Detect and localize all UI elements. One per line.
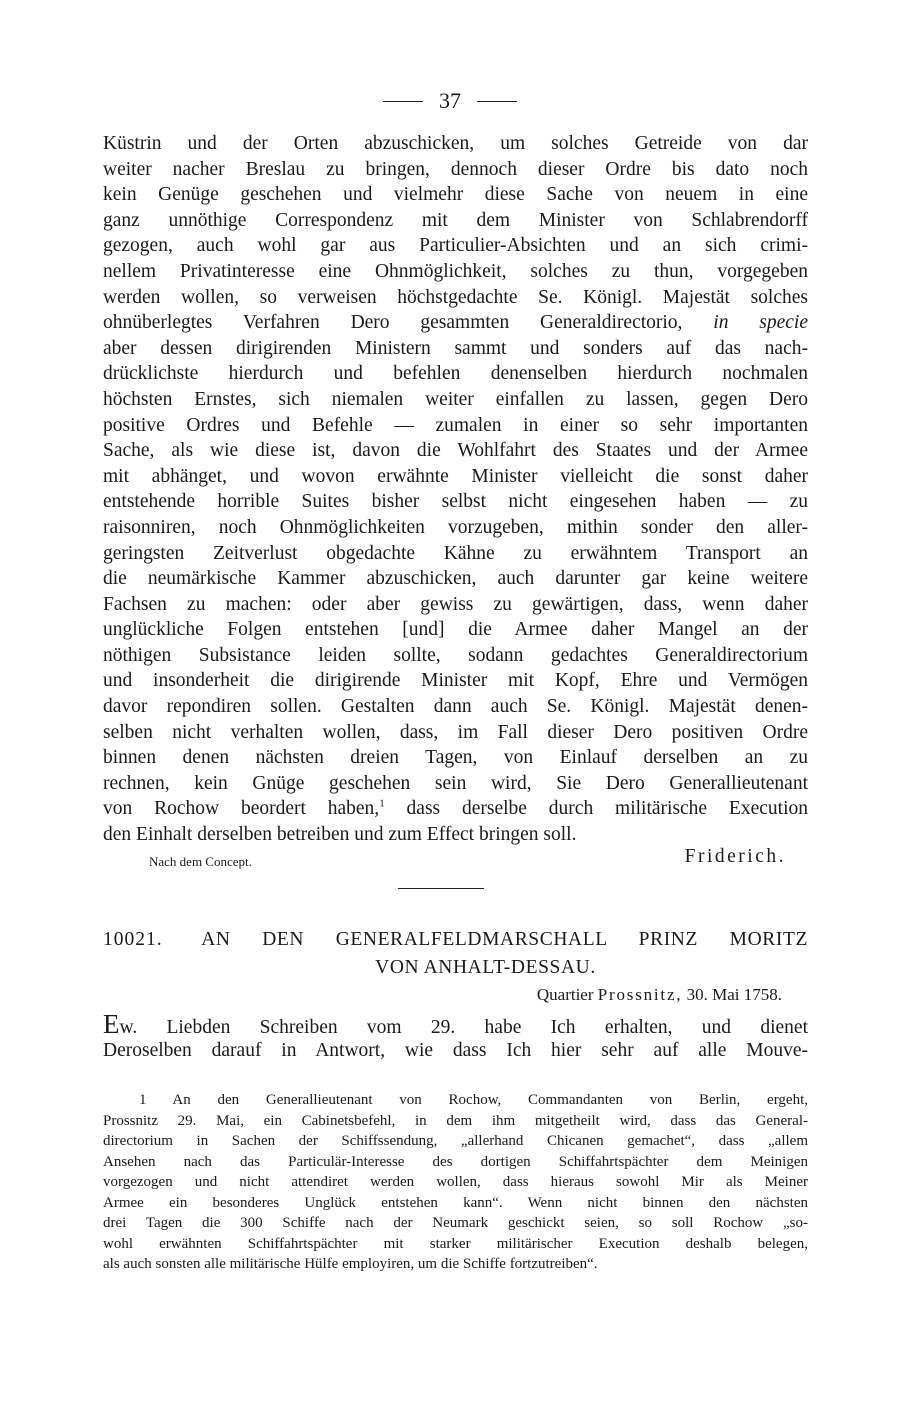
text-line: drücklichste hierdurch und befehlen denenselben hierdurch nochmalen: [103, 363, 808, 385]
text-line: Küstrin und der Orten abzuschicken, um solches Getreide von dar: [103, 133, 808, 154]
main-text: [103, 131, 808, 848]
footnote-line: Armee ein besonderes Unglück entstehen kann“. Wenn nicht binnen den nächsten: [103, 1194, 808, 1211]
document-number: 10021.: [103, 929, 163, 950]
date-value: 30. Mai 1758.: [686, 985, 782, 1004]
text-line: die neumärkische Kammer abzuschicken, auch darunter gar keine weitere: [103, 568, 808, 590]
text-line: raisonniren, noch Ohnmöglichkeiten vorzugeben, mithin sonder den aller-: [103, 516, 808, 538]
text-line: den Einhalt derselben betreiben und zum Effect bringen soll.: [103, 824, 577, 846]
text-segment: dass derselbe durch militärische Execution: [406, 798, 808, 820]
text-line: werden wollen, so verweisen höchstgedachte Se. Königl. Majestät solches: [103, 286, 808, 308]
footnote-line: drei Tagen die 300 Schiffe nach der Neumark geschickt seien, so soll Rochow „so-: [103, 1215, 808, 1231]
text-line: unglückliche Folgen entstehen [und] die Armee daher Mangel an der: [103, 619, 808, 641]
heading-line: [103, 926, 808, 954]
text-line: nellem Privatinteresse eine Ohnmöglichkeit, solches zu thun, vorgegeben: [103, 260, 808, 282]
text-line: davor repondiren sollen. Gestalten dann auch Se. Königl. Majestät denen-: [103, 696, 808, 718]
section-divider: [398, 888, 484, 889]
page-header: [0, 86, 900, 116]
text-line: [103, 796, 808, 822]
footnote-line: Ansehen nach das Particulär-Interesse des dortigen Schiffahrtspächter dem Meinigen: [103, 1153, 808, 1170]
text-line: ganz unnöthige Correspondenz mit dem Minister von Schlabrendorff: [103, 209, 808, 231]
text-line: geringsten Zeitverlust obgedachte Kähne zu erwähntem Transport an: [103, 542, 808, 564]
text-line: höchsten Ernstes, sich niemalen weiter einfallen zu lassen, gegen Dero: [103, 388, 808, 410]
footnote-line: vorgezogen und nicht attendiret werden wollen, dass hieraus sowohl Mir als Meiner: [103, 1174, 808, 1190]
document-title: AN DEN GENERALFELDMARSCHALL PRINZ MORITZ: [201, 929, 808, 950]
source-note: Nach dem Concept.: [149, 854, 252, 869]
document-title-continued: VON ANHALT-DESSAU.: [375, 957, 596, 978]
footnote-line: 1 An den Generallieutenant von Rochow, Commandanten von Berlin, ergeht,: [139, 1092, 808, 1108]
footnote-line: directorium in Sachen der Schiffssendung, „allerhand Chicanen gemachet“, dass „allem: [103, 1133, 808, 1149]
header-dash-left: [383, 101, 423, 102]
text-segment: ohnüberlegtes Verfahren Dero gesammten Generaldirectorio,: [103, 312, 683, 334]
date-place: Prossnitz,: [597, 985, 683, 1004]
text-line: mit abhänget, und wovon erwähnte Minister vielleicht die sonst daher: [103, 465, 808, 487]
text-line: selben nicht verhalten wollen, dass, im Fall dieser Dero positiven Ordre: [103, 721, 808, 743]
footnote-line: Prossnitz 29. Mai, ein Cabinetsbefehl, in dem ihm mitgetheilt wird, dass das General-: [103, 1112, 808, 1129]
page-number: 37: [439, 88, 461, 113]
text-line: [103, 310, 808, 336]
footnote-line: wohl erwähnten Schiffahrtspächter mit starker militärischer Execution deshalb belegen,: [103, 1235, 808, 1252]
text-line: weiter nacher Breslau zu bringen, dennoch dieser Ordre bis dato noch: [103, 158, 808, 180]
date-prefix: Quartier: [536, 985, 594, 1004]
dateline: [537, 985, 782, 1005]
text-line: binnen denen nächsten dreien Tagen, von Einlauf derselben an zu: [103, 747, 808, 769]
text-line: rechnen, kein Gnüge geschehen sein wird, Sie Dero Generallieutenant: [103, 772, 808, 794]
text-segment: von Rochow beordert haben,: [103, 798, 380, 820]
text-segment: w. Liebden Schreiben vom 29. habe Ich erhalten, und dienet: [119, 1017, 808, 1038]
text-line: positive Ordres und Befehle — zumalen in einer so sehr importanten: [103, 414, 808, 436]
footnote-line: als auch sonsten alle militärische Hülfe employiren, um die Schiffe fortzutreiben“.: [103, 1256, 598, 1272]
text-line: Fachsen zu machen: oder aber gewiss zu gewärtigen, dass, wenn daher: [103, 593, 808, 615]
text-line: Sache, als wie diese ist, davon die Wohlfahrt des Staates und der Armee: [103, 440, 808, 462]
text-line: und insonderheit die dirigirende Minister mit Kopf, Ehre und Vermögen: [103, 670, 808, 692]
document-heading: [103, 926, 808, 982]
signature: Friderich.: [684, 846, 786, 867]
text-line: [103, 1009, 808, 1039]
closing-row: [103, 846, 808, 874]
text-line: aber dessen dirigirenden Ministern sammt und sonders auf das nach-: [103, 337, 808, 359]
header-dash-right: [477, 101, 517, 102]
initial-letter: E: [103, 1009, 120, 1039]
italic-term: in specie: [713, 312, 809, 334]
text-line: Deroselben darauf in Antwort, wie dass Ich hier sehr auf alle Mouve-: [103, 1039, 808, 1061]
text-line: gezogen, auch wohl gar aus Particulier-Absichten und an sich crimi-: [103, 235, 808, 257]
text-line: kein Genüge geschehen und vielmehr diese Sache von neuem in eine: [103, 184, 808, 206]
text-line: nöthigen Subsistance leiden sollte, sodann gedachtes Generaldirectorium: [103, 644, 808, 666]
text-line: entstehende horrible Suites bisher selbst nicht eingesehen haben — zu: [103, 491, 808, 513]
letter-text: [103, 1009, 808, 1063]
footnote: [103, 1090, 808, 1275]
footnote-marker: 1: [379, 797, 385, 810]
